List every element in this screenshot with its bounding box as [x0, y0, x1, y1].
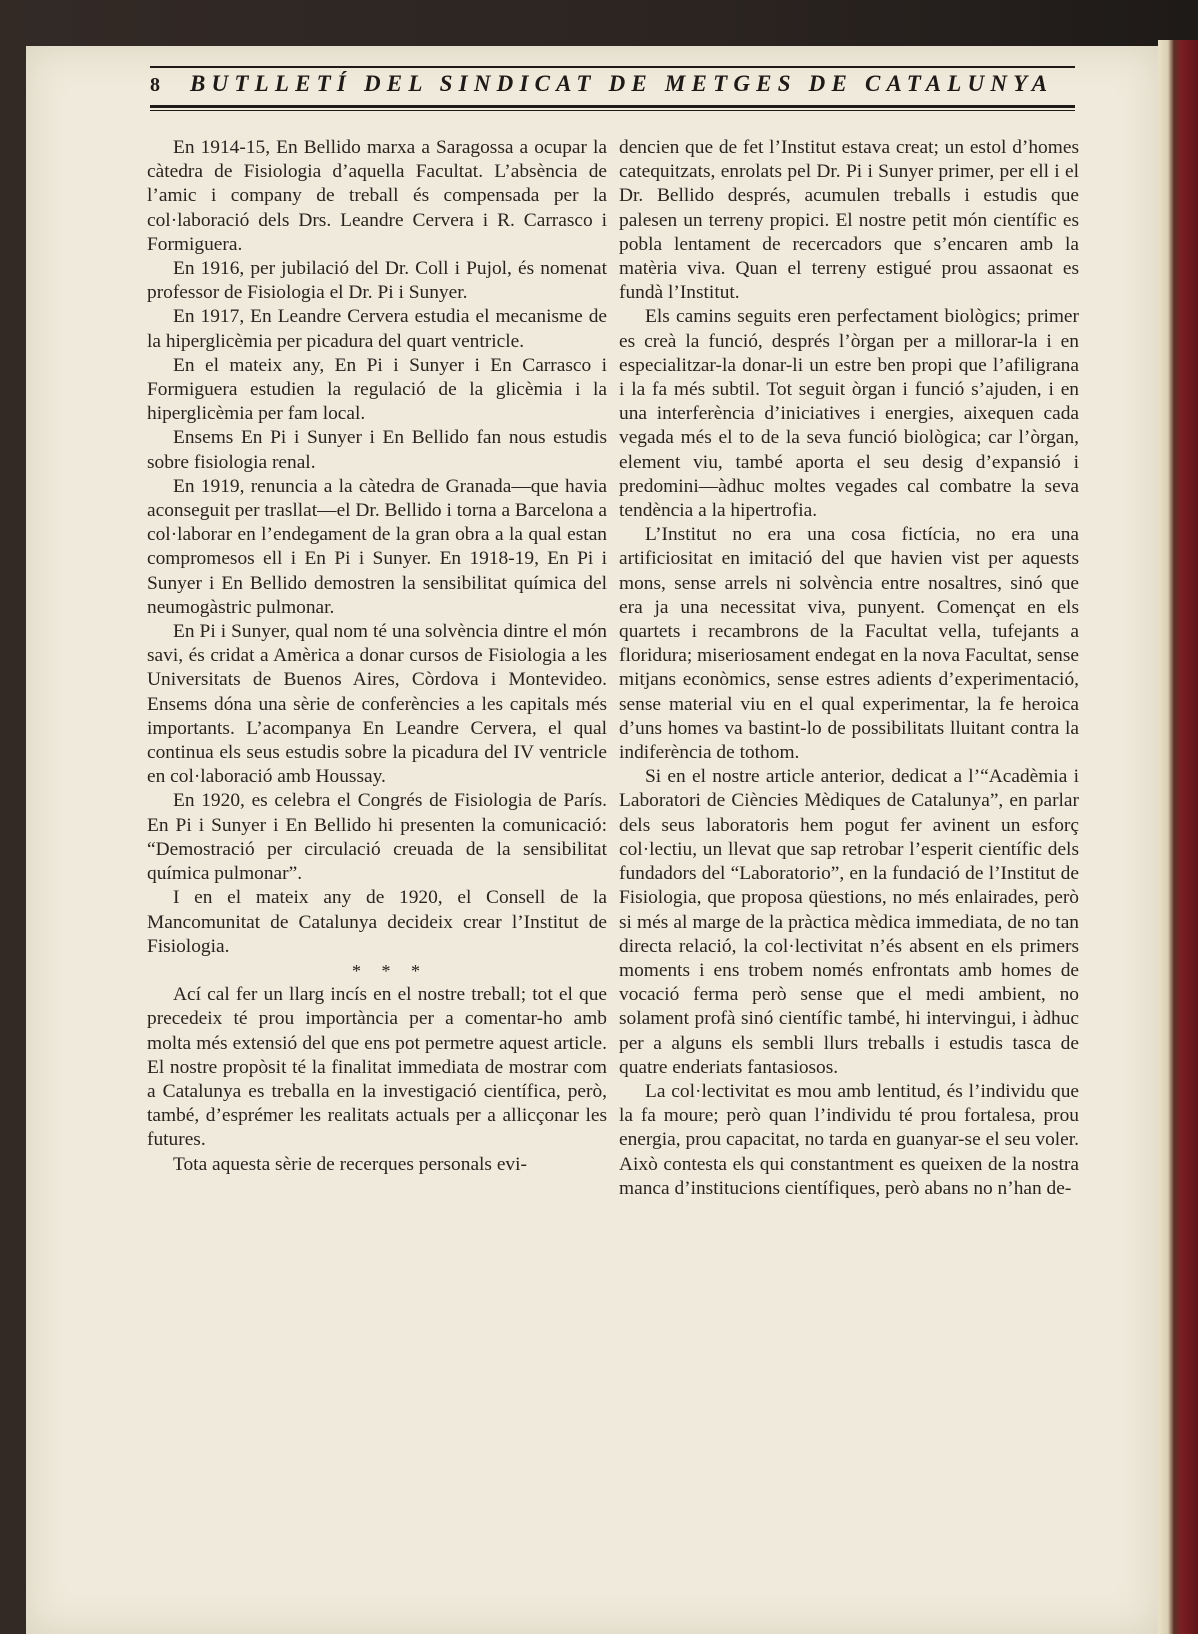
paragraph: En 1920, es celebra el Congrés de Fisiologia de París. En Pi i Sunyer i En Bellido hi presenten la comunicació: “Demostració per circulació creuada de la sensibilitat química pulmonar”. — [147, 790, 607, 885]
paragraph: I en el mateix any de 1920, el Consell de la Mancomunitat de Catalunya decideix crear l’Institut de Fisiologia. — [147, 887, 607, 957]
header-rule-bottom — [150, 105, 1075, 108]
paragraph: En el mateix any, En Pi i Sunyer i En Carrasco i Formiguera estudien la regulació de la glicèmia i la hiperglicèmia per fam local. — [147, 354, 607, 425]
paragraph: En 1916, per jubilació del Dr. Coll i Pujol, és nomenat professor de Fisiologia el Dr. Pi i Sunyer. — [147, 258, 607, 304]
right-column — [619, 136, 1079, 1201]
paragraph: En 1914-15, En Bellido marxa a Saragossa a ocupar la càtedra de Fisiologia d’aquella Facultat. L’absència de l’amic i company de treball és compensada per la col·laboració dels Drs. Leandre Cervera i R. Carrasco i Formiguera. — [147, 137, 607, 255]
section-separator: * * * — [352, 960, 428, 981]
paragraph: dencien que de fet l’Institut estava creat; un estol d’homes catequitzats, enrolats pel Dr. Pi i Sunyer primer, per ell i el Dr. Bellido després, acumulen treballs i estudis que palesen un terreny propici. El nostre petit món científic es pobla lentament de recercadors que s’encaren amb la matèria viva. Quan el terreny estigué prou assaonat es fundà l’Institut. — [619, 137, 1079, 304]
header-rule-thin — [150, 110, 1075, 111]
page-number: 8 — [150, 74, 160, 96]
paragraph: Si en el nostre article anterior, dedicat a l’“Acadèmia i Laboratori de Ciències Mèdiques de Catalunya”, en parlar dels seus laboratoris hem pogut fer avinent un esforç col·lectiu, un llevat que sap retrobar l’esperit científic dels fundadors del “Laboratorio”, en la fundació de l’Institut de Fisiologia, que proposa qüestions, no més enlairades, però si més al marge de la pràctica mèdica immediata, de no tan directa relació, la col·lectivitat n’és absent en els primers moments i ens trobem només enfrontats amb homes de vocació ferma però sense que el medi ambient, no solament profà sinó científic també, hi intervingui, i àdhuc per a alguns els sembli llurs treballs i estudis tasca de quatre enderiats fantasiosos. — [619, 766, 1079, 1078]
paragraph: En 1917, En Leandre Cervera estudia el mecanisme de la hiperglicèmia per picadura del quart ventricle. — [147, 306, 607, 352]
paragraph: Tota aquesta sèrie de recerques personals evi- — [173, 1153, 527, 1175]
left-column — [147, 136, 607, 1177]
header-rule-top — [150, 66, 1075, 68]
book-binding-edge — [1158, 40, 1198, 1634]
paragraph: Ensems En Pi i Sunyer i En Bellido fan nous estudis sobre fisiologia renal. — [147, 427, 607, 473]
paragraph: Els camins seguits eren perfectament biològics; primer es creà la funció, després l’òrgan per a millorar-la i en especialitzar-la donar-li un estre ben propi que l’afiligrana i la fa més subtil. Tot seguit òrgan i funció s’ajuden, i en una interferència d’iniciatives i energies, aixequen cada vegada més el to de la seva funció biològica; car l’òrgan, element viu, també aporta el seu desig d’expansió i predomini—àdhuc moltes vegades cal combatre la seva tendència a la hipertrofia. — [619, 306, 1079, 522]
running-header — [150, 63, 1075, 113]
paragraph: L’Institut no era una cosa fictícia, no era una artificiositat en imitació del que havien vist per aquests mons, sense arrels ni solvència entre nosaltres, sinó que era ja una necessitat viva, punyent. Començat en els quartets i recambrons de la Facultat vella, tufejants a floridura; miseriosament endegat en la nova Facultat, sense mitjans econòmics, sense estres adients d’experimentació, sense material viu en el qual experimentar, la fe heroica d’uns homes va bastint-lo de possibilitats lluitant contra la indiferència de tothom. — [619, 524, 1079, 764]
paragraph: Ací cal fer un llarg incís en el nostre treball; tot el que precedeix té prou importància per a comentar-ho amb molta més extensió del que ens pot permetre aquest article. El nostre propòsit té la finalitat immediata de mostrar com a Catalunya es treballa en la investigació científica, però, també, d’esprémer les realitats actuals per a allicçonar les futures. — [147, 984, 607, 1151]
running-title: BUTLLETÍ DEL SINDICAT DE METGES DE CATALUNYA — [190, 71, 1054, 96]
paragraph: La col·lectivitat es mou amb lentitud, és l’individu que la fa moure; però quan l’individu té prou fortalesa, prou energia, prou capacitat, no tarda en guanyar-se el seu voler. Això contesta els qui constantment es queixen de la nostra manca d’institucions científiques, però abans no n’han de- — [619, 1080, 1079, 1199]
paragraph: En Pi i Sunyer, qual nom té una solvència dintre el món savi, és cridat a Amèrica a donar cursos de Fisiologia a les Universitats de Buenos Aires, Còrdova i Montevideo. Ensems dóna una sèrie de conferències a les capitals més importants. L’acompanya En Leandre Cervera, el qual continua els seus estudis sobre la picadura del IV ventricle en col·laboració amb Houssay. — [147, 621, 607, 788]
paragraph: En 1919, renuncia a la càtedra de Granada—que havia aconseguit per trasllat—el Dr. Bellido i torna a Barcelona a col·laborar en l’endegament de la gran obra a la qual estan compromesos ell i En Pi i Sunyer. En 1918-19, En Pi i Sunyer i En Bellido demostren la sensibilitat química del neumogàstric pulmonar. — [147, 475, 607, 618]
header-line — [150, 71, 1075, 97]
